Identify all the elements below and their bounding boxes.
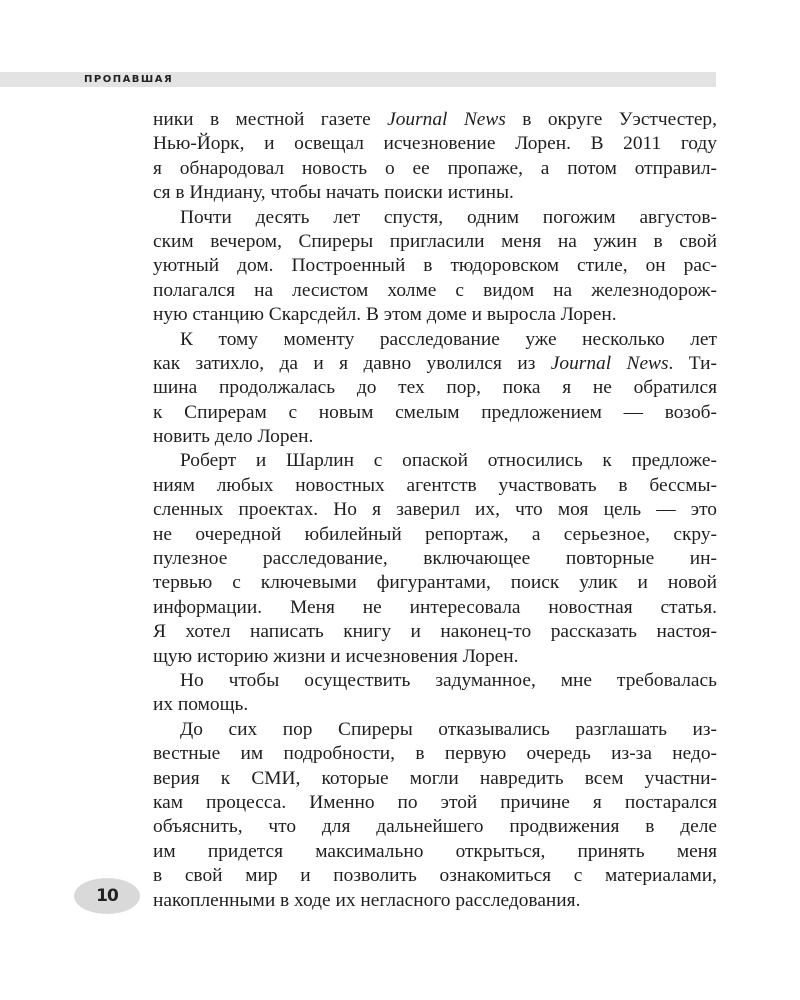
- text-line: Почти десять лет спустя, одним погожим августов-: [180, 206, 717, 228]
- text-line: Роберт и Шарлин с опаской относились к предложе-: [180, 450, 717, 472]
- page-number: 10: [74, 878, 140, 914]
- text-line: верия к СМИ, которые могли навредить всем участни-: [153, 767, 717, 789]
- text-line: им придется максимально открыться, принять меня: [153, 840, 717, 862]
- text-line: их помощь.: [153, 694, 249, 716]
- text-line: как затихло, да и я давно уволился из Journal News. Ти-: [153, 352, 717, 374]
- text-line: ниям любых новостных агентств участвовать в бессмы-: [153, 474, 717, 496]
- text-line: Но чтобы осуществить задуманное, мне требовалась: [180, 669, 717, 691]
- text-line: к Спирерам с новым смелым предложением — возоб-: [153, 401, 717, 423]
- text-line: Нью-Йорк, и освещал исчезновение Лорен. В 2011 году: [153, 133, 717, 155]
- text-line: вестные им подробности, в первую очередь из-за недо-: [153, 743, 717, 765]
- text-line: ники в местной газете Journal News в округе Уэстчестер,: [153, 109, 717, 130]
- text-line: в свой мир и позволить ознакомиться с материалами,: [153, 865, 717, 887]
- text-line: информации. Меня не интересовала новостная статья.: [153, 596, 717, 618]
- text-line: уютный дом. Построенный в тюдоровском стиле, он рас-: [153, 255, 717, 277]
- text-line: шина продолжалась до тех пор, пока я не обратился: [153, 377, 717, 399]
- running-head: [0, 72, 716, 87]
- text-line: ся в Индиану, чтобы начать поиски истины.: [153, 182, 514, 204]
- text-line: ским вечером, Спиреры пригласили меня на ужин в свой: [153, 230, 717, 252]
- text-line: К тому моменту расследование уже несколько лет: [180, 328, 717, 350]
- text-line: щую историю жизни и исчезновения Лорен.: [153, 645, 519, 667]
- text-line: накопленными в ходе их негласного расследования.: [153, 889, 581, 911]
- text-line: До сих пор Спиреры отказывались разглашать из-: [180, 718, 717, 740]
- text-line: объяснить, что для дальнейшего продвижения в деле: [153, 816, 717, 838]
- text-line: полагался на лесистом холме с видом на железнодорож-: [153, 279, 717, 301]
- text-line: ную станцию Скарсдейл. В этом доме и выросла Лорен.: [153, 304, 617, 326]
- text-line: сленных проектах. Но я заверил их, что моя цель — это: [153, 499, 717, 521]
- text-line: пулезное расследование, включающее повторные ин-: [153, 548, 717, 570]
- text-line: кам процесса. Именно по этой причине я постарался: [153, 791, 717, 813]
- text-line: новить дело Лорен.: [153, 426, 314, 448]
- body-text: [153, 108, 717, 913]
- text-line: тервью с ключевыми фигурантами, поиск улик и новой: [153, 572, 717, 594]
- text-line: Я хотел написать книгу и наконец-то рассказать настоя-: [153, 621, 717, 643]
- running-head-title: ПРОПАВШАЯ: [84, 74, 174, 85]
- text-line: я обнародовал новость о ее пропаже, а потом отправил-: [153, 157, 717, 179]
- text-line: не очередной юбилейный репортаж, а серьезное, скру-: [153, 523, 717, 545]
